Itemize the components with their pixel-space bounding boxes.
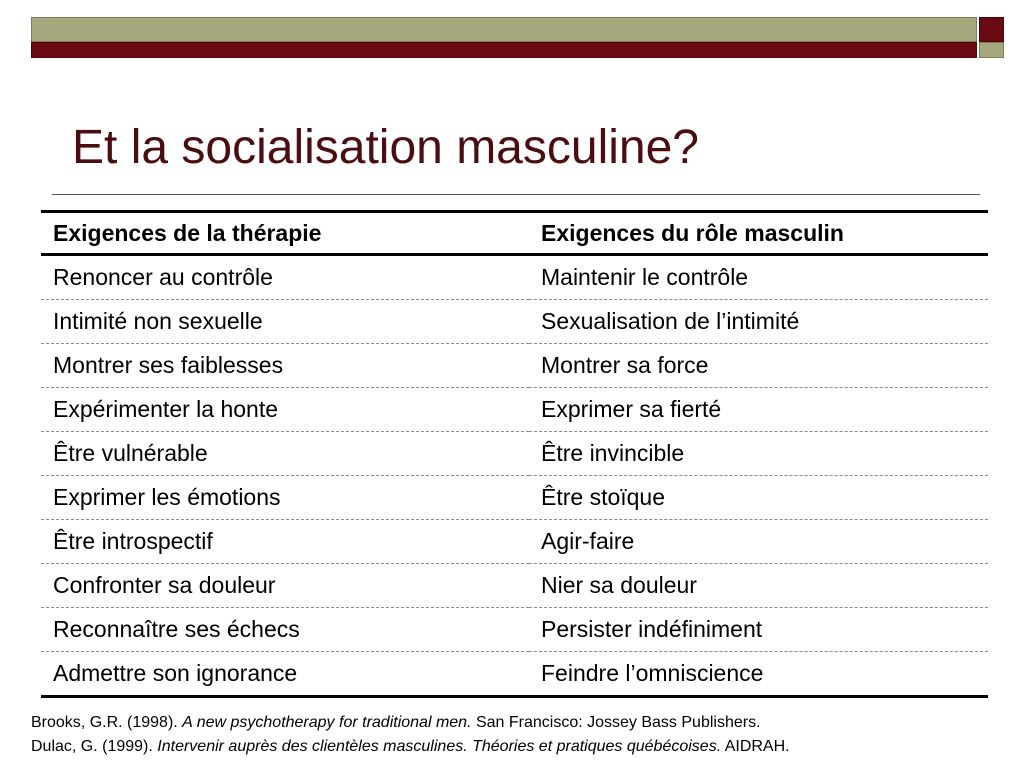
table-row <box>41 608 988 652</box>
table-row <box>41 388 988 432</box>
table-header-row <box>41 212 988 255</box>
comparison-table <box>41 210 988 698</box>
column-header-male-role: Exigences du rôle masculin <box>541 219 844 246</box>
therapy-cell: Reconnaître ses échecs <box>53 616 300 642</box>
slide-title: Et la socialisation masculine? <box>72 121 699 174</box>
header-square-olive <box>979 42 1004 58</box>
male-role-cell: Nier sa douleur <box>541 572 697 598</box>
male-role-cell: Feindre l’omniscience <box>541 660 764 686</box>
male-role-cell: Agir-faire <box>541 528 635 554</box>
table-row <box>41 432 988 476</box>
therapy-cell: Expérimenter la honte <box>53 396 279 422</box>
table-row <box>41 300 988 344</box>
title-divider <box>52 194 980 195</box>
male-role-cell: Être stoïque <box>541 484 666 510</box>
therapy-cell: Admettre son ignorance <box>53 660 298 686</box>
therapy-cell: Renoncer au contrôle <box>53 264 273 290</box>
male-role-cell: Sexualisation de l’intimité <box>541 308 800 334</box>
reference-text: Dulac, G. (1999). <box>31 738 158 755</box>
male-role-cell: Persister indéfiniment <box>541 616 763 642</box>
therapy-cell: Montrer ses faiblesses <box>53 352 284 378</box>
table-row <box>41 520 988 564</box>
therapy-cell: Exprimer les émotions <box>53 484 281 510</box>
male-role-cell: Exprimer sa fierté <box>541 396 722 422</box>
therapy-cell: Intimité non sexuelle <box>53 308 263 334</box>
header-square-maroon <box>979 17 1004 42</box>
male-role-cell: Montrer sa force <box>541 352 709 378</box>
table-row <box>41 255 988 300</box>
table-row <box>41 652 988 697</box>
header-bar-olive <box>31 17 977 42</box>
comparison-table-container <box>41 210 988 698</box>
reference-text: Brooks, G.R. (1998). <box>31 714 183 731</box>
male-role-cell: Être invincible <box>541 440 685 466</box>
table-row <box>41 564 988 608</box>
reference-dulac <box>31 735 1011 759</box>
reference-brooks <box>31 711 1011 735</box>
column-header-therapy: Exigences de la thérapie <box>53 219 322 246</box>
table-row <box>41 476 988 520</box>
male-role-cell: Maintenir le contrôle <box>541 264 749 290</box>
reference-text: AIDRAH. <box>721 738 790 755</box>
reference-title: A new psychotherapy for traditional men. <box>182 714 472 731</box>
header-bar-maroon <box>31 42 977 58</box>
reference-title: Intervenir auprès des clientèles masculines. Théories et pratiques québécoises. <box>157 738 722 755</box>
therapy-cell: Être vulnérable <box>53 440 208 466</box>
therapy-cell: Confronter sa douleur <box>53 572 276 598</box>
therapy-cell: Être introspectif <box>53 528 213 554</box>
reference-text: San Francisco: Jossey Bass Publishers. <box>471 714 761 731</box>
references <box>31 711 1011 759</box>
table-row <box>41 344 988 388</box>
